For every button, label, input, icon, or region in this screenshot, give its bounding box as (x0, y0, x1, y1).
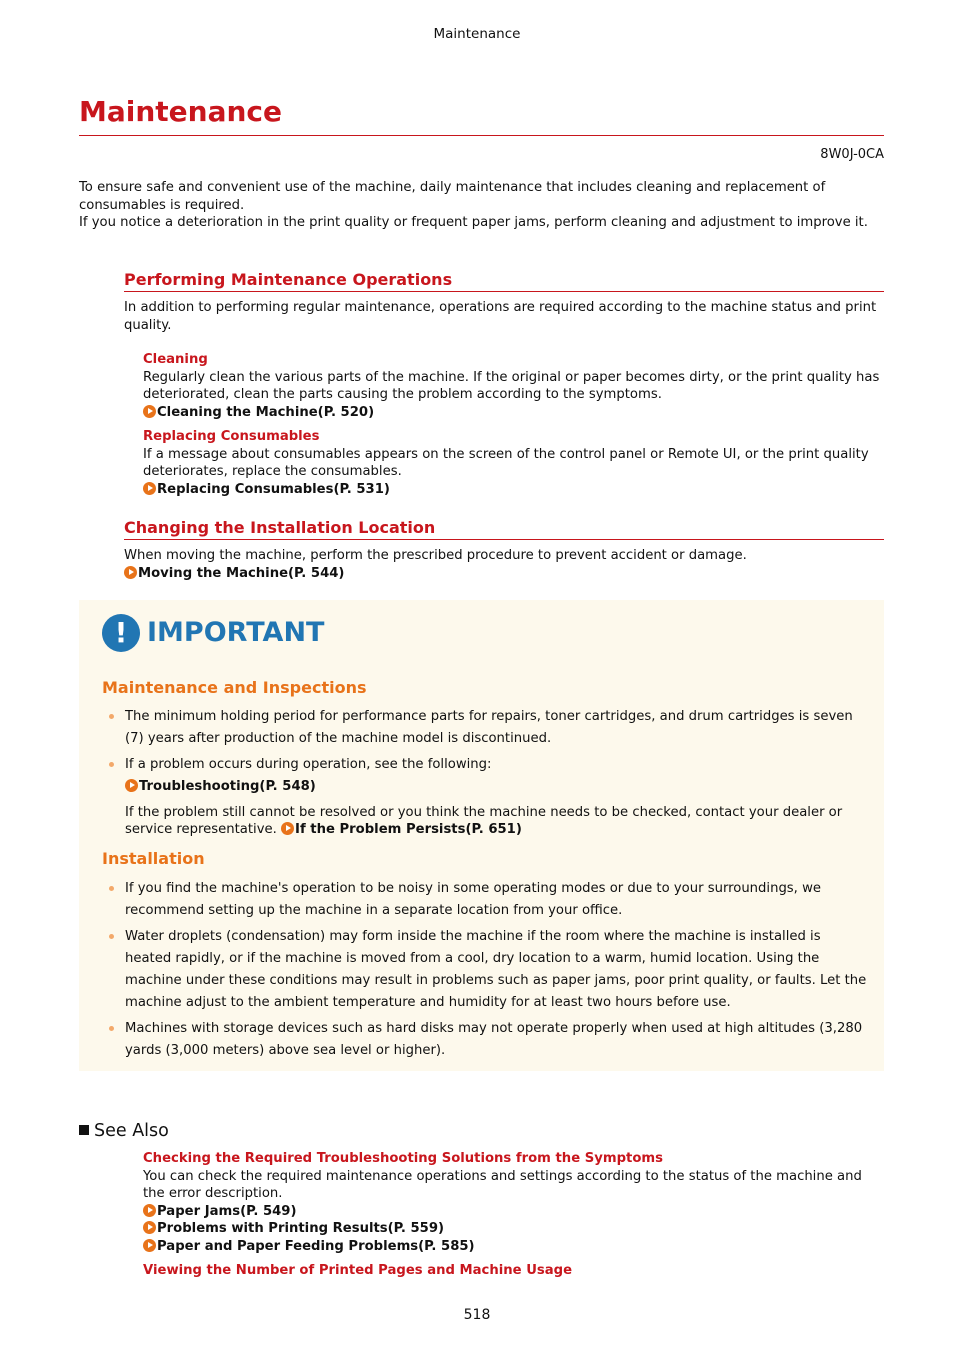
arrow-right-icon (143, 1204, 156, 1217)
link-printing-results[interactable] (143, 1220, 883, 1238)
link-label: Troubleshooting(P. 548) (139, 779, 316, 795)
link-cleaning-the-machine[interactable] (143, 404, 883, 422)
see-also-heading (79, 1120, 169, 1142)
arrow-right-icon (124, 566, 137, 579)
link-label: If the Problem Persists(P. 651) (295, 822, 522, 838)
heading-installation: Installation (102, 849, 205, 868)
important-label: IMPORTANT (147, 617, 325, 648)
link-paper-feeding[interactable] (143, 1238, 883, 1256)
arrow-right-icon (125, 779, 138, 792)
section-heading-changing: Changing the Installation Location (124, 518, 884, 540)
link-troubleshooting[interactable] (125, 776, 868, 798)
performing-text (124, 299, 884, 334)
section-heading-performing: Performing Maintenance Operations (124, 270, 884, 292)
arrow-right-icon (143, 482, 156, 495)
intro-paragraph: To ensure safe and convenient use of the machine, daily maintenance that includes cleaning and replacement of consumables is required. (79, 180, 826, 213)
link-checking-troubleshooting[interactable]: Checking the Required Troubleshooting Solutions from the Symptoms (143, 1151, 663, 1166)
performing-paragraph: In addition to performing regular maintenance, operations are required according to the machine status and print quality. (124, 300, 877, 333)
heading-maintenance-inspections: Maintenance and Inspections (102, 678, 367, 697)
list-item (108, 878, 868, 921)
see-also-label: See Also (94, 1121, 169, 1141)
changing-paragraph: When moving the machine, perform the prescribed procedure to prevent accident or damage. (124, 548, 747, 563)
link-paper-jams[interactable] (143, 1203, 883, 1221)
link-label: Paper and Paper Feeding Problems(P. 585) (157, 1238, 475, 1254)
cleaning-block (143, 351, 883, 421)
bullet-extra (125, 804, 868, 839)
replacing-title: Replacing Consumables (143, 429, 320, 444)
link-replacing-consumables[interactable] (143, 481, 883, 499)
square-bullet-icon (79, 1125, 89, 1135)
bullet-text: If you find the machine's operation to be noisy in some operating modes or due to your surroundings, we recommend setting up the machine in a separate location from your office. (125, 881, 821, 918)
list-item (108, 706, 868, 749)
link-label: Problems with Printing Results(P. 559) (157, 1221, 445, 1236)
bullet-text: Water droplets (condensation) may form inside the machine if the room where the machine is installed is heated rapidly, or if the machine is moved from a cool, dry location to a warm, humid location. Using the machine under these conditions may result in problems such as paper jams, poor print quality, or faults. Let the machine adjust to the ambient temperature and humidity for at least two hours before use. (125, 929, 867, 1010)
arrow-right-icon (281, 822, 294, 835)
cleaning-text: Regularly clean the various parts of the machine. If the original or paper becomes dirty, or the print quality has deteriorated, clean the parts causing the problem according to the symptoms. (143, 369, 880, 402)
installation-bullets (108, 878, 868, 1067)
running-header: Maintenance (433, 26, 521, 42)
intro-paragraph: If you notice a deterioration in the print quality or frequent paper jams, perform cleaning and adjustment to improve it. (79, 215, 868, 230)
title-rule (79, 135, 884, 136)
maintenance-bullets (108, 706, 868, 844)
list-item (108, 926, 868, 1013)
link-label: Replacing Consumables(P. 531) (157, 481, 390, 497)
document-code: 8W0J-0CA (820, 147, 884, 162)
changing-text-block (124, 547, 884, 582)
list-item (108, 754, 868, 838)
page-title: Maintenance (79, 95, 283, 128)
list-item (108, 1018, 868, 1061)
arrow-right-icon (143, 1239, 156, 1252)
link-label: Paper Jams(P. 549) (157, 1203, 297, 1219)
replacing-text: If a message about consumables appears on the screen of the control panel or Remote UI, or the print quality deteriorates, replace the consumables. (143, 446, 869, 479)
replacing-block (143, 428, 883, 498)
link-viewing-printed-pages[interactable]: Viewing the Number of Printed Pages and Machine Usage (143, 1263, 573, 1278)
exclamation-icon: ! (102, 614, 140, 652)
bullet-text: The minimum holding period for performance parts for repairs, toner cartridges, and drum cartridges is seven (7) years after production of the machine model is discontinued. (125, 709, 853, 746)
bullet-text: If a problem occurs during operation, see the following: (125, 757, 492, 773)
see-also-text: You can check the required maintenance operations and settings according to the status of the machine and the error description. (143, 1168, 862, 1201)
link-label: Moving the Machine(P. 544) (138, 565, 345, 581)
bullet-extra-text: If the problem still cannot be resolved or you think the machine needs to be checked, contact your dealer or service representative. (125, 804, 843, 838)
page-number: 518 (463, 1307, 491, 1323)
arrow-right-icon (143, 1221, 156, 1234)
see-also-item-troubleshooting (143, 1150, 883, 1255)
bullet-text: Machines with storage devices such as hard disks may not operate properly when used at high altitudes (3,280 yards (3,000 meters) above sea level or higher). (125, 1021, 863, 1058)
intro-section (79, 179, 884, 232)
link-label: Cleaning the Machine(P. 520) (157, 404, 375, 420)
link-moving-the-machine[interactable] (124, 565, 884, 583)
arrow-right-icon (143, 405, 156, 418)
cleaning-title: Cleaning (143, 352, 208, 367)
link-if-problem-persists[interactable] (281, 822, 522, 837)
